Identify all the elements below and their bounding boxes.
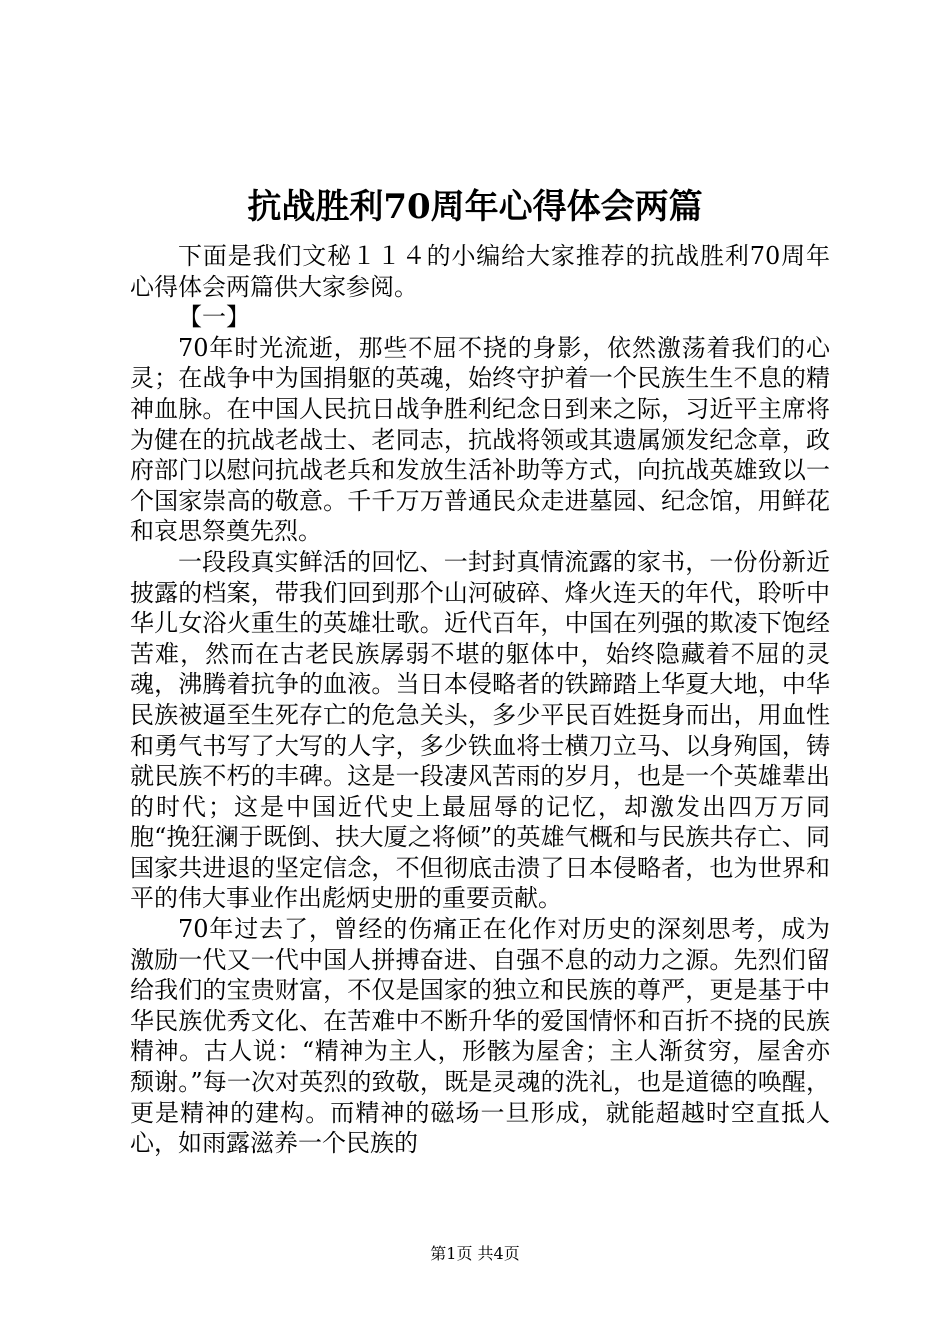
intro-paragraph: 下面是我们文秘１１４的小编给大家推荐的抗战胜利70周年心得体会两篇供大家参阅。 <box>130 242 830 301</box>
body-paragraph: 70年过去了，曾经的伤痛正在化作对历史的深刻思考，成为激励一代又一代中国人拼搏奋进、自强不息的动力之源。先烈们留给我们的宝贵财富，不仅是国家的独立和民族的尊严，更是基于中华民族优秀文化、在苦难中不断升华的爱国情怀和百折不挠的民族精神。古人说：“精神为主人，形骸为屋舍；主人渐贫穷，屋舍亦颓谢。”每一次对英烈的致敬，既是灵魂的洗礼，也是道德的唤醒，更是精神的建构。而精神的磁场一旦形成，就能超越时空直抵人心，如雨露滋养一个民族的 <box>130 915 830 1158</box>
body-paragraph: 70年时光流逝，那些不屈不挠的身影，依然激荡着我们的心灵；在战争中为国捐躯的英魂，始终守护着一个民族生生不息的精神血脉。在中国人民抗日战争胜利纪念日到来之际，习近平主席将为健在的抗战老战士、老同志，抗战将领或其遗属颁发纪念章，政府部门以慰问抗战老兵和发放生活补助等方式，向抗战英雄致以一个国家崇高的敬意。千千万万普通民众走进墓园、纪念馆，用鲜花和哀思祭奠先烈。 <box>130 333 830 546</box>
section-heading: 【一】 <box>178 303 250 332</box>
document-body <box>130 241 830 1159</box>
page-footer: 第1页 共4页 <box>430 1244 520 1263</box>
body-paragraph: 一段段真实鲜活的回忆、一封封真情流露的家书，一份份新近披露的档案，带我们回到那个山河破碎、烽火连天的年代，聆听中华儿女浴火重生的英雄壮歌。近代百年，中国在列强的欺凌下饱经苦难，然而在古老民族孱弱不堪的躯体中，始终隐藏着不屈的灵魂，沸腾着抗争的血液。当日本侵略者的铁蹄踏上华夏大地，中华民族被逼至生死存亡的危急关头，多少平民百姓挺身而出，用血性和勇气书写了大写的人字，多少铁血将士横刀立马、以身殉国，铸就民族不朽的丰碑。这是一段凄风苦雨的岁月，也是一个英雄辈出的时代；这是中国近代史上最屈辱的记忆，却激发出四万万同胞“挽狂澜于既倒、扶大厦之将倾”的英雄气概和与民族共存亡、同国家共进退的坚定信念，不但彻底击溃了日本侵略者，也为世界和平的伟大事业作出彪炳史册的重要贡献。 <box>130 547 830 913</box>
document-title: 抗战胜利70周年心得体会两篇 <box>247 187 703 227</box>
